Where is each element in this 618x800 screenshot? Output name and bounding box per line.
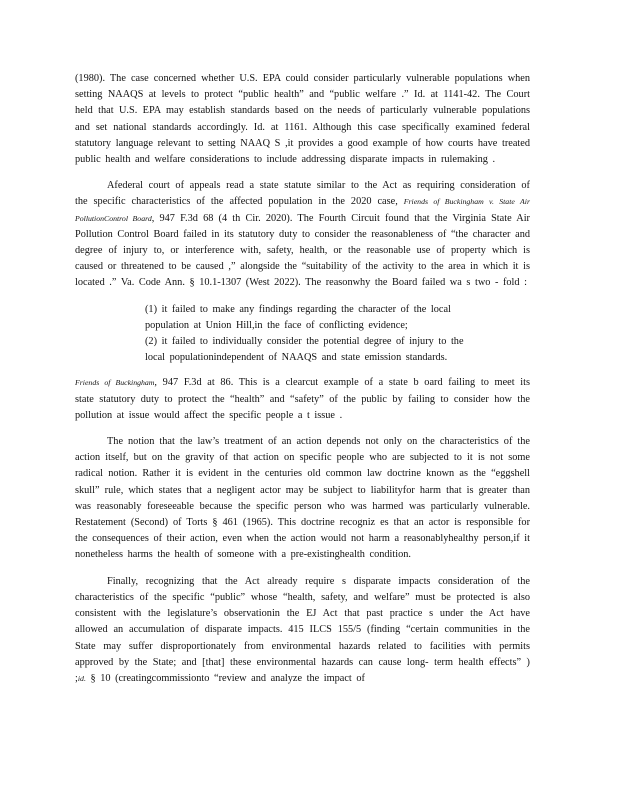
block-quote bbox=[145, 302, 475, 367]
paragraph-4: The notion that the law’s treatment of an action depends not only on the characteristics of the action itself, but on the gravity of that action on specific people who are subjected to it is not some radical notion. Rather it is evident in the centuries old common law doctrine known as the “eggshell skull” rule, which states that a negligent actor may be subject to liabilityfor harm that is greater than was reasonably foreseeable because the specific person who was harmed was particularly vulnerable. Restatement (Second) of Torts § 461 (1965). This doctrine recogniz es that an actor is responsible for the consequences of their action, even when the action would not harm a reasonablyhealthy person,if it nonetheless harms the health of someone with a pre-existinghealth condition. bbox=[75, 436, 530, 561]
paragraph-5-text-b: § 10 (creatingcommissionto “review and analyze the impact of bbox=[90, 672, 365, 684]
paragraph-2 bbox=[75, 178, 530, 291]
paragraph-3 bbox=[75, 375, 530, 424]
case-citation-short: Friends of Buckingham bbox=[75, 378, 155, 388]
quote-item-2: (2) it failed to individually consider the potential degree of injury to the local populationindependent of NAAQS and state emission standards. bbox=[145, 336, 464, 364]
quote-item-1: (1) it failed to make any findings regarding the character of the local population at Union Hill,in the face of conflicting evidence; bbox=[145, 303, 451, 331]
case-citation-friends-of-buckingham: Friends of Buckingham v. State Air PollutionControl Board bbox=[75, 197, 530, 223]
paragraph-5 bbox=[75, 574, 530, 687]
id-citation: id. bbox=[77, 673, 86, 683]
paragraph-2-text-b: , 947 F.3d 68 (4 th Cir. 2020). The Fourth Circuit found that the Virginia State Air Pollution Control Board failed in its statutory duty to consider the reasonableness of “the character and degree of injury to, or interference with, safety, health, or the reasonable use of property which is caused or threatened to be caused ,” alongside the “suitability of the activity to the area in which it is located .” Va. Code Ann. § 10.1-1307 (West 2022). The reasonwhy the Board failed wa s two - fold : bbox=[75, 212, 530, 289]
paragraph-5-text-a: Finally, recognizing that the Act already require s disparate impacts consideration of the characteristics of the specific “public” whose “health, safety, and welfare” must be protected is also consistent with the legislature’s observationin the EJ Act that past practice s under the Act have allowed an accumulation of disparate impacts. 415 ILCS 155/5 (finding “certain communities in the State may suffer disproportionately from environmental hazards related to facilities with permits approved by the State; and [that] these environmental hazards can cause long- term health effects” ) ; bbox=[75, 575, 530, 684]
paragraph-2-text-a: Afederal court of appeals read a state statute similar to the Act as requiring consideration of the specific characteristics of the affected population in the 2020 case, bbox=[75, 180, 530, 208]
paragraph-1: (1980). The case concerned whether U.S. EPA could consider particularly vulnerable populations when setting NAAQS at levels to protect “public health” and “public welfare .” Id. at 1141-42. The Court held that U.S. EPA may establish standards based on the needs of particularly vulnerable populations and set national standards accordingly. Id. at 1161. Although this case specifically examined federal statutory language relevant to setting NAAQ S ,it provides a good example of how courts have treated public health and welfare considerations to include addressing disparate impacts in rulemaking . bbox=[75, 73, 530, 166]
paragraph-3-text: , 947 F.3d at 86. This is a clearcut example of a state b oard failing to meet its state statutory duty to protect the “health” and “safety” of the public by failing to consider how the pollution at issue would affect the specific people a t issue . bbox=[75, 377, 530, 421]
